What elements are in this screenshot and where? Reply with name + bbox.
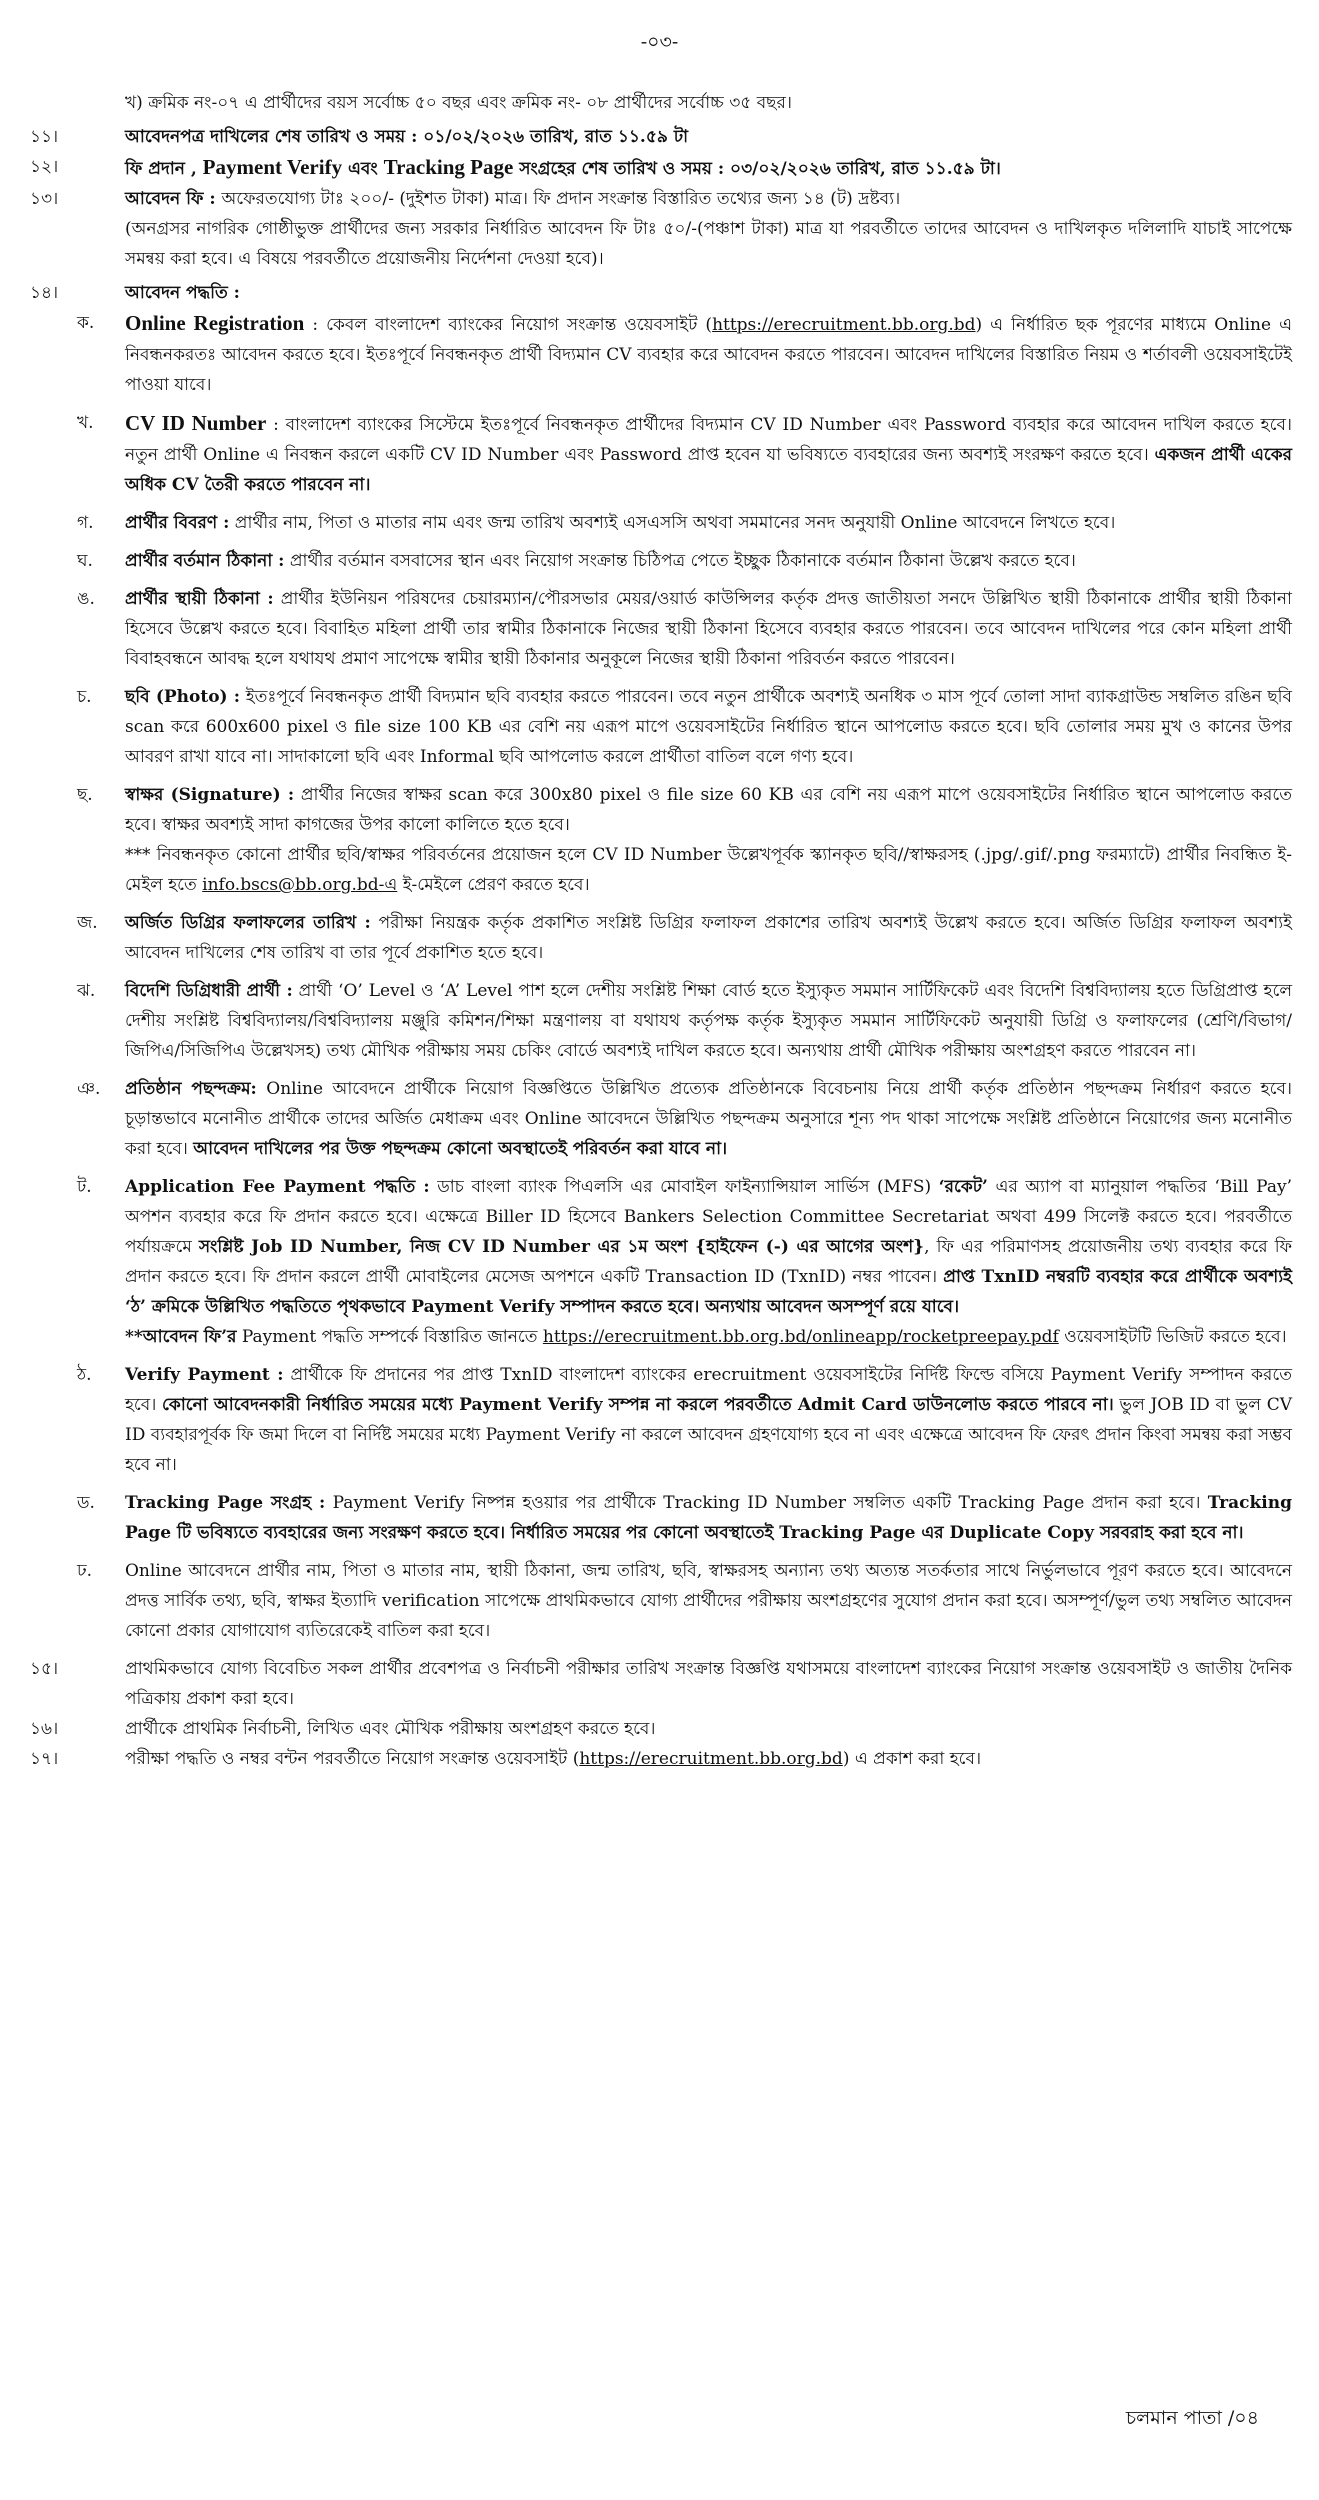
item-12: ১২। ফি প্রদান , Payment Verify এবং Tracking Page সংগ্রহের শেষ তারিখ ও সময় : ০৩/০২/২০২৬ তারিখ, রাত ১১.৫৯ টা। bbox=[30, 155, 1001, 179]
document-body bbox=[30, 88, 1292, 1774]
erecruitment-link-2[interactable]: https://erecruitment.bb.org.bd bbox=[579, 1749, 843, 1769]
erecruitment-link[interactable]: https://erecruitment.bb.org.bd bbox=[712, 315, 976, 335]
subitem-cha: চ. ছবি (Photo) : ইতঃপূর্বে নিবন্ধনকৃত প্রার্থী বিদ্যমান ছবি ব্যবহার করতে পারবেন। তবে নতুন প্রার্থীকে অবশ্যই অনধিক ৩ মাস পূর্বে তোলা সাদা ব্যাকগ্রাউন্ড সম্বলিত রঙিন ছবি scan করে 600x600 pixel ও file size 100 KB এর বেশি নয় এরূপ মাপে ওয়েবসাইটের নির্ধারিত স্থানে আপলোড করতে হবে। ছবি তোলার সময় মুখ ও কানের উপর আবরণ রাখা যাবে না। সাদাকালো ছবি এবং Informal ছবি আপলোড করলে প্রার্থীতা বাতিল বলে গণ্য হবে। bbox=[77, 687, 1293, 767]
age-limit-line: খ) ক্রমিক নং-০৭ এ প্রার্থীদের বয়স সর্বোচ্চ ৫০ বছর এবং ক্রমিক নং- ০৮ প্রার্থীদের সর্বোচ্চ ৩৫ বছর। bbox=[125, 93, 792, 113]
subitem-da: ড. Tracking Page সংগ্রহ : Payment Verify নিষ্পন্ন হওয়ার পর প্রার্থীকে Tracking ID Number সম্বলিত একটি Tracking Page প্রদান করা হবে। Tracking Page টি ভবিষ্যতে ব্যবহারের জন্য সংরক্ষণ করতে হবে। নির্ধারিত সময়ের পর কোনো অবস্থাতেই Tracking Page এর Duplicate Copy সরবরাহ করা হবে না। bbox=[77, 1493, 1292, 1543]
application-deadline: আবেদনপত্র দাখিলের শেষ তারিখ ও সময় : ০১/০২/২০২৬ তারিখ, রাত ১১.৫৯ টা bbox=[125, 127, 689, 147]
section-title-application-process: আবেদন পদ্ধতি : bbox=[125, 283, 240, 303]
subitem-chha: ছ. স্বাক্ষর (Signature) : প্রার্থীর নিজের স্বাক্ষর scan করে 300x80 pixel ও file size 60 KB এর বেশি নয় এরূপ মাপে ওয়েবসাইটের নির্ধারিত স্থানে আপলোড করতে হবে। স্বাক্ষর অবশ্যই সাদা কাগজের উপর কালো কালিতে হতে হবে। *** নিবন্ধনকৃত কোনো প্রার্থীর ছবি/স্বাক্ষর পরিবর্তনের প্রয়োজন হলে CV ID Number উল্লেখপূর্বক স্ক্যানকৃত ছবি//স্বাক্ষরসহ (.jpg/.gif/.png ফরম্যাটে) প্রার্থীর নিবন্ধিত ই-মেইল হতে info.bscs@bb.org.bd-এ ই-মেইলে প্রেরণ করতে হবে। bbox=[77, 785, 1292, 895]
subitem-dha: ঢ. Online আবেদনে প্রার্থীর নাম, পিতা ও মাতার নাম, স্থায়ী ঠিকানা, জন্ম তারিখ, ছবি, স্বাক্ষরসহ অন্যান্য তথ্য অত্যন্ত সতর্কতার সাথে নির্ভুলভাবে পূরণ করতে হবে। আবেদনে প্রদত্ত সার্বিক তথ্য, ছবি, স্বাক্ষর ইত্যাদি verification সাপেক্ষে প্রাথমিকভাবে যোগ্য প্রার্থীদের পরীক্ষায় অংশগ্রহণের সুযোগ প্রদান করা হবে। অসম্পূর্ণ/ভুল তথ্য সম্বলিত আবেদন কোনো প্রকার যোগাযোগ ব্যতিরেকেই বাতিল করা হবে। bbox=[77, 1561, 1292, 1641]
subitem-tha: ঠ. Verify Payment : প্রার্থীকে ফি প্রদানের পর প্রাপ্ত TxnID বাংলাদেশ ব্যাংকের erecruitment ওয়েবসাইটের নির্দিষ্ট ফিল্ডে বসিয়ে Payment Verify সম্পাদন করতে হবে। কোনো আবেদনকারী নির্ধারিত সময়ের মধ্যে Payment Verify সম্পন্ন না করলে পরবর্তীতে Admit Card ডাউনলোড করতে পারবে না। ভুল JOB ID বা ভুল CV ID ব্যবহারপূর্বক ফি জমা দিলে বা নির্দিষ্ট সময়ের মধ্যে Payment Verify না করলে আবেদন গ্রহণযোগ্য হবে না এবং এক্ষেত্রে আবেদন ফি ফেরৎ প্রদান কিংবা সমন্বয় করা সম্ভব হবে না। bbox=[77, 1365, 1292, 1475]
subitem-kha: খ. CV ID Number : বাংলাদেশ ব্যাংকের সিস্টেমে ইতঃপূর্বে নিবন্ধনকৃত প্রার্থীদের বিদ্যমান CV ID Number এবং Password ব্যবহার করে আবেদন দাখিল করতে হবে। নতুন প্রার্থী Online এ নিবন্ধন করলে একটি CV ID Number এবং Password প্রাপ্ত হবেন যা ভবিষ্যতে ব্যবহারের জন্য অবশ্যই সংরক্ষণ করতে হবে। একজন প্রার্থী একের অধিক CV তৈরী করতে পারবেন না। bbox=[77, 411, 1292, 495]
page-number: -০৩- bbox=[640, 31, 679, 53]
subitem-gha: ঘ. প্রার্থীর বর্তমান ঠিকানা : প্রার্থীর বর্তমান বসবাসের স্থান এবং নিয়োগ সংক্রান্ত চিঠিপত্র পেতে ইচ্ছুক ঠিকানাকে বর্তমান ঠিকানা উল্লেখ করতে হবে। bbox=[77, 551, 1076, 571]
email-link[interactable]: info.bscs@bb.org.bd-এ bbox=[202, 875, 398, 895]
subitem-nya: ঞ. প্রতিষ্ঠান পছন্দক্রম: Online আবেদনে প্রার্থীকে নিয়োগ বিজ্ঞপ্তিতে উল্লিখিত প্রত্যেক প্রতিষ্ঠানকে বিবেচনায় নিয়ে প্রার্থী কর্তৃক প্রতিষ্ঠান পছন্দক্রম নির্ধারণ করতে হবে। চূড়ান্তভাবে মনোনীত প্রার্থীকে তাদের অর্জিত মেধাক্রম এবং Online আবেদনে উল্লিখিত পছন্দক্রম অনুসারে শূন্য পদ থাকা সাপেক্ষে সংশ্লিষ্ট প্রতিষ্ঠানে নিয়োগের জন্য মনোনীত করা হবে। আবেদন দাখিলের পর উক্ত পছন্দক্রম কোনো অবস্থাতেই পরিবর্তন করা যাবে না। bbox=[77, 1079, 1292, 1159]
subitem-jha: ঝ. বিদেশি ডিগ্রিধারী প্রার্থী : প্রার্থী ‘O’ Level ও ‘A’ Level পাশ হলে দেশীয় সংশ্লিষ্ট শিক্ষা বোর্ড হতে ইস্যুকৃত সমমান সার্টিফিকেট এবং বিদেশি বিশ্ববিদ্যালয় হতে ডিগ্রিপ্রাপ্ত হলে দেশীয় সংশ্লিষ্ট বিশ্ববিদ্যালয়/বিশ্ববিদ্যালয় মঞ্জুরি কমিশন/শিক্ষা মন্ত্রণালয় বা যথাযথ কর্তৃপক্ষ কর্তৃক ইস্যুকৃত সমমান সার্টিফিকেট অনুযায়ী ডিগ্রি ও ফলাফলের (শ্রেণি/বিভাগ/জিপিএ/সিজিপিএ উল্লেখসহ) তথ্য মৌখিক পরীক্ষায় সময় চেকিং বোর্ডে অবশ্যই দাখিল করতে হবে। অন্যথায় প্রার্থী মৌখিক পরীক্ষায় অংশগ্রহণ করতে পারবেন না। bbox=[77, 981, 1292, 1061]
item-14: ১৪। আবেদন পদ্ধতি : bbox=[30, 283, 240, 303]
item-11: ১১। আবেদনপত্র দাখিলের শেষ তারিখ ও সময় : ০১/০২/২০২৬ তারিখ, রাত ১১.৫৯ টা bbox=[30, 127, 689, 147]
rocket-payment-link[interactable]: https://erecruitment.bb.org.bd/onlineapp/rocketpreepay.pdf bbox=[542, 1327, 1059, 1347]
subitem-ta: ট. Application Fee Payment পদ্ধতি : ডাচ বাংলা ব্যাংক পিএলসি এর মোবাইল ফাইন্যান্সিয়াল সার্ভিস (MFS) ‘রকেট’ এর অ্যাপ বা ম্যানুয়াল পদ্ধতির ‘Bill Pay’ অপশন ব্যবহার করে ফি প্রদান করতে হবে। এক্ষেত্রে Biller ID হিসেবে Bankers Selection Committee Secretariat অথবা 499 সিলেক্ট করতে হবে। পরবর্তীতে পর্যায়ক্রমে সংশ্লিষ্ট Job ID Number, নিজ CV ID Number এর ১ম অংশ {হাইফেন (-) এর আগের অংশ}, ফি এর পরিমাণসহ প্রয়োজনীয় তথ্য ব্যবহার করে ফি প্রদান করতে হবে। ফি প্রদান করলে প্রার্থী মোবাইলের মেসেজ অপশনে একটি Transaction ID (TxnID) নম্বর পাবেন। প্রাপ্ত TxnID নম্বরটি ব্যবহার করে প্রার্থীকে অবশ্যই ‘ঠ’ ক্রমিকে উল্লিখিত পদ্ধতিতে পৃথকভাবে Payment Verify সম্পাদন করতে হবে। অন্যথায় আবেদন অসম্পূর্ণ রয়ে যাবে। **আবেদন ফি’র Payment পদ্ধতি সম্পর্কে বিস্তারিত জানতে https://erecruitment.bb.org.bd/onlineapp/rocketpreepay.pdf ওয়েবসাইটটি ভিজিট করতে হবে। bbox=[77, 1177, 1293, 1347]
item-16: ১৬। প্রার্থীকে প্রাথমিক নির্বাচনী, লিখিত এবং মৌখিক পরীক্ষায় অংশগ্রহণ করতে হবে। bbox=[30, 1719, 656, 1739]
subitem-ja: জ. অর্জিত ডিগ্রির ফলাফলের তারিখ : পরীক্ষা নিয়ন্ত্রক কর্তৃক প্রকাশিত সংশ্লিষ্ট ডিগ্রির ফলাফল প্রকাশের তারিখ অবশ্যই উল্লেখ করতে হবে। অর্জিত ডিগ্রির ফলাফল অবশ্যই আবেদন দাখিলের শেষ তারিখ বা তার পূর্বে প্রকাশিত হতে হবে। bbox=[77, 913, 1292, 963]
subitem-ka: ক. Online Registration : কেবল বাংলাদেশ ব্যাংকের নিয়োগ সংক্রান্ত ওয়েবসাইট (https://erecruitment.bb.org.bd) এ নির্ধারিত ছক পূরণের মাধ্যমে Online এ নিবন্ধনকরতঃ আবেদন করতে হবে। ইতঃপূর্বে নিবন্ধনকৃত প্রার্থী বিদ্যমান CV ব্যবহার করে আবেদন করতে পারবেন। আবেদন দাখিলের বিস্তারিত নিয়ম ও শর্তাবলী ওয়েবসাইটেই পাওয়া যাবে। bbox=[77, 311, 1293, 395]
subitem-ga: গ. প্রার্থীর বিবরণ : প্রার্থীর নাম, পিতা ও মাতার নাম এবং জন্ম তারিখ অবশ্যই এসএসসি অথবা সমমানের সনদ অনুযায়ী Online আবেদনে লিখতে হবে। bbox=[77, 513, 1116, 533]
item-17: ১৭। পরীক্ষা পদ্ধতি ও নম্বর বন্টন পরবর্তীতে নিয়োগ সংক্রান্ত ওয়েবসাইট (https://erecruitment.bb.org.bd) এ প্রকাশ করা হবে। bbox=[30, 1749, 982, 1769]
continued-page-note: চলমান পাতা /০৪ bbox=[1125, 2407, 1259, 2429]
item-13: ১৩। আবেদন ফি : অফেরতযোগ্য টাঃ ২০০/- (দুইশত টাকা) মাত্র। ফি প্রদান সংক্রান্ত বিস্তারিত তথ্যের জন্য ১৪ (ট) দ্রষ্টব্য। (অনগ্রসর নাগরিক গোষ্ঠীভুক্ত প্রার্থীদের জন্য সরকার নির্ধারিত আবেদন ফি টাঃ ৫০/-(পঞ্চাশ টাকা) মাত্র যা পরবর্তীতে তাদের আবেদন ও দাখিলকৃত দলিলাদি যাচাই সাপেক্ষে সমন্বয় করা হবে। এ বিষয়ে পরবর্তীতে প্রয়োজনীয় নির্দেশনা দেওয়া হবে)। bbox=[30, 189, 1292, 269]
subitem-uma: ঙ. প্রার্থীর স্থায়ী ঠিকানা : প্রার্থীর ইউনিয়ন পরিষদের চেয়ারম্যান/পৌরসভার মেয়র/ওয়ার্ড কাউন্সিলর কর্তৃক প্রদত্ত জাতীয়তা সনদে উল্লিখিত স্থায়ী ঠিকানাকে প্রার্থীর স্থায়ী ঠিকানা হিসেবে উল্লেখ করতে হবে। বিবাহিত মহিলা প্রার্থী তার স্বামীর ঠিকানাকে নিজের স্থায়ী ঠিকানা হিসেবে ব্যবহার করতে পারবেন। তবে আবেদন দাখিলের পরে কোন মহিলা প্রার্থী বিবাহবন্ধনে আবদ্ধ হলে যথাযথ প্রমাণ সাপেক্ষে স্বামীর স্থায়ী ঠিকানার অনুকূলে নিজের স্থায়ী ঠিকানা পরিবর্তন করতে পারবেন। bbox=[77, 589, 1292, 669]
item-15: ১৫। প্রাথমিকভাবে যোগ্য বিবেচিত সকল প্রার্থীর প্রবেশপত্র ও নির্বাচনী পরীক্ষার তারিখ সংক্রান্ত বিজ্ঞপ্তি যথাসময়ে বাংলাদেশ ব্যাংকের নিয়োগ সংক্রান্ত ওয়েবসাইট ও জাতীয় দৈনিক পত্রিকায় প্রকাশ করা হবে। bbox=[30, 1659, 1292, 1709]
fee-note: (অনগ্রসর নাগরিক গোষ্ঠীভুক্ত প্রার্থীদের জন্য সরকার নির্ধারিত আবেদন ফি টাঃ ৫০/-(পঞ্চাশ টাকা) মাত্র যা পরবর্তীতে তাদের আবেদন ও দাখিলকৃত দলিলাদি যাচাই সাপেক্ষে সমন্বয় করা হবে। এ বিষয়ে পরবর্তীতে প্রয়োজনীয় নির্দেশনা দেওয়া হবে)। bbox=[125, 219, 1292, 269]
